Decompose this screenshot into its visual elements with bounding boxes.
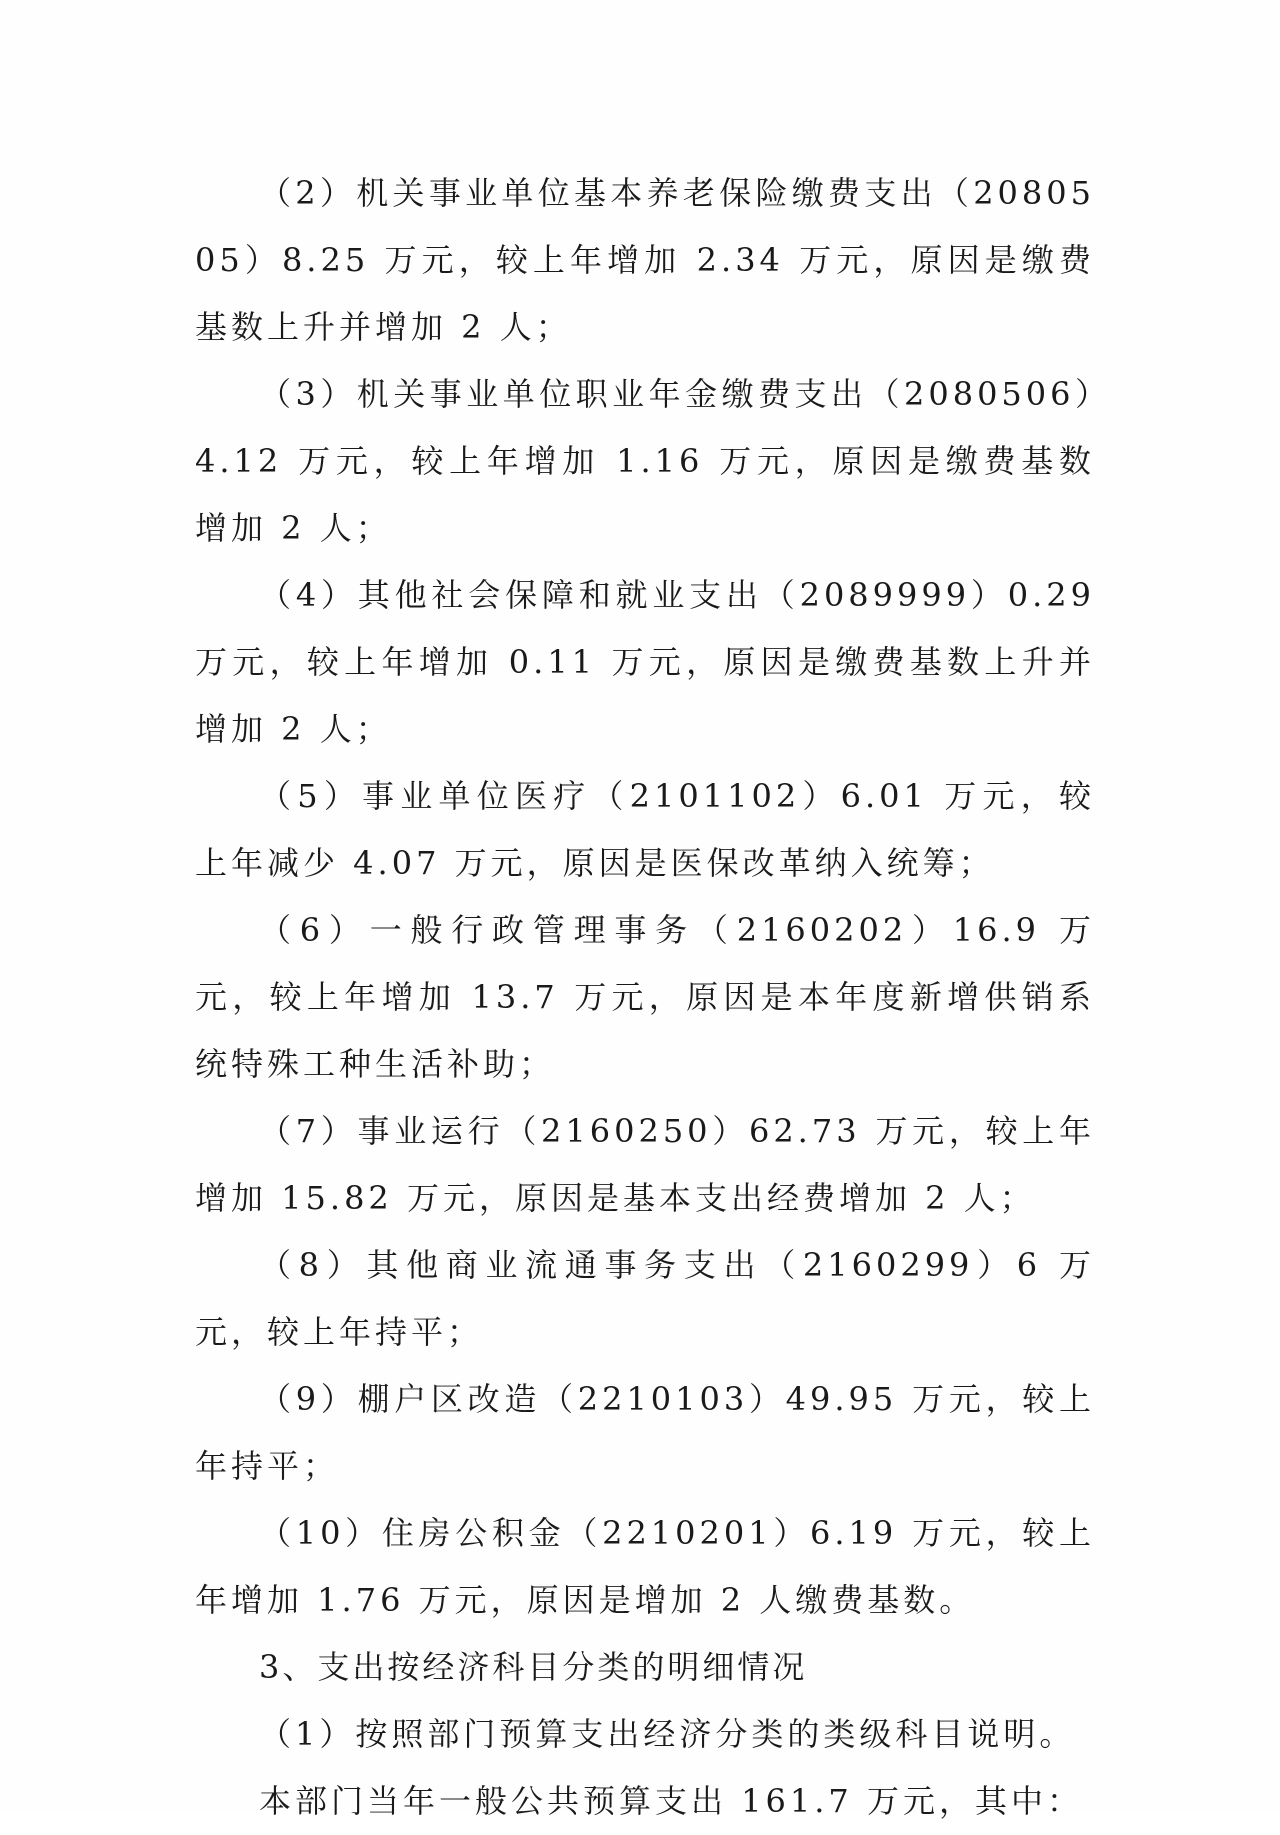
paragraph-medical: （5）事业单位医疗（2101102）6.01 万元，较上年减少 4.07 万元，原因是医保改革纳入统筹； [195, 777, 1095, 882]
paragraph-other-social-security: （4）其他社会保障和就业支出（2089999）0.29 万元，较上年增加 0.11 万元，原因是缴费基数上升并增加 2 人； [195, 576, 1095, 748]
paragraph-housing-fund: （10）住房公积金（2210201）6.19 万元，较上年增加 1.76 万元，原因是增加 2 人缴费基数。 [195, 1514, 1095, 1619]
section-heading: 3、支出按经济科目分类的明细情况 [259, 1648, 808, 1686]
paragraph-total-expenditure: 本部门当年一般公共预算支出 161.7 万元，其中： [259, 1782, 1083, 1820]
paragraph-occupational-annuity: （3）机关事业单位职业年金缴费支出（2080506）4.12 万元，较上年增加 1.16 万元，原因是缴费基数增加 2 人； [195, 375, 1095, 547]
paragraph-general-administration: （6）一般行政管理事务（2160202）16.9 万元，较上年增加 13.7 万元，原因是本年度新增供销系统特殊工种生活补助； [195, 911, 1095, 1083]
paragraph-economic-classification: （1）按照部门预算支出经济分类的类级科目说明。 [259, 1715, 1076, 1753]
document-body [195, 160, 1095, 1835]
paragraph-pension-insurance: （2）机关事业单位基本养老保险缴费支出（2080505）8.25 万元，较上年增加 2.34 万元，原因是缴费基数上升并增加 2 人； [195, 174, 1095, 346]
paragraph-operations: （7）事业运行（2160250）62.73 万元，较上年增加 15.82 万元，原因是基本支出经费增加 2 人； [195, 1112, 1095, 1217]
paragraph-shantytown: （9）棚户区改造（2210103）49.95 万元，较上年持平； [195, 1380, 1095, 1485]
paragraph-other-commerce: （8）其他商业流通事务支出（2160299）6 万元，较上年持平； [195, 1246, 1095, 1351]
